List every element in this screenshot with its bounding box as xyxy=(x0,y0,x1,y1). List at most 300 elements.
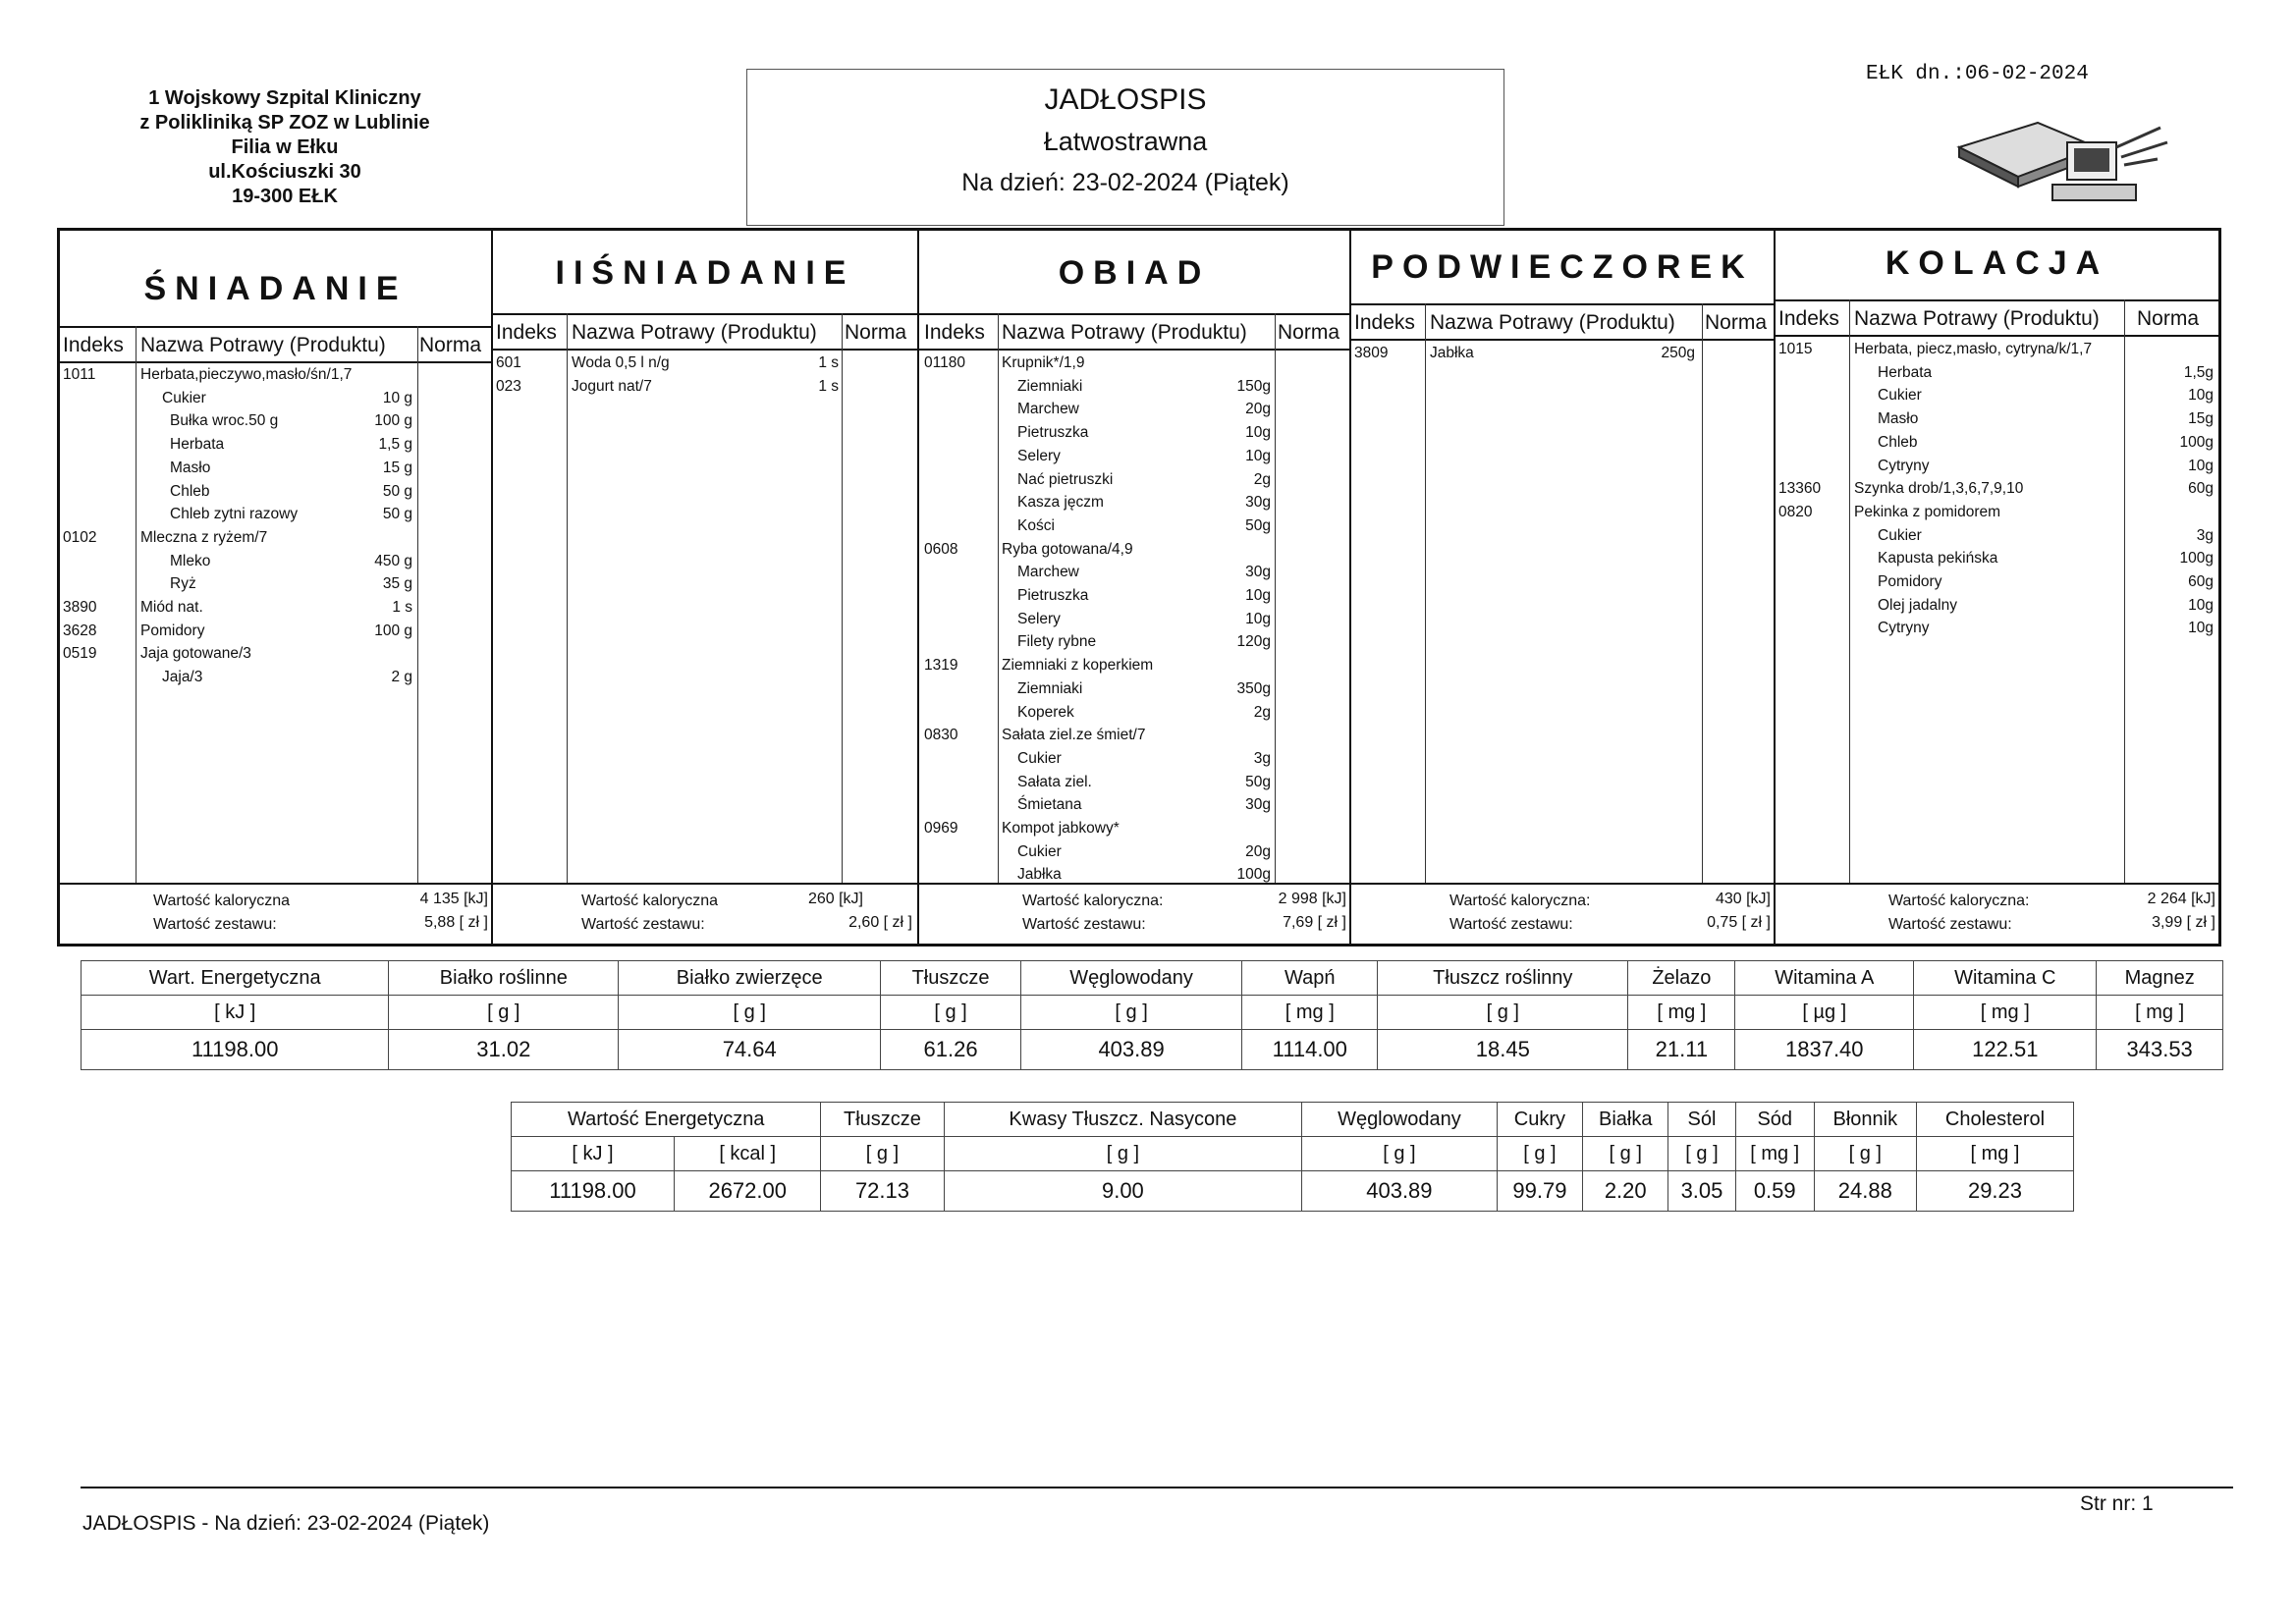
meal-title: OBIAD xyxy=(1058,254,1211,292)
kcal-value: 4 135 [kJ] xyxy=(419,891,488,907)
item-norm: 100g xyxy=(2179,550,2214,568)
nutrition-header: Wartość Energetyczna xyxy=(512,1103,821,1137)
item-name: Cukier xyxy=(162,389,206,406)
menu-item-row xyxy=(1776,527,2218,551)
nutrition-value: 403.89 xyxy=(1020,1030,1242,1070)
menu-item-row xyxy=(919,704,1349,728)
item-norm: 10 g xyxy=(382,389,412,406)
nutrition-unit: [ g ] xyxy=(821,1137,944,1171)
menu-item-row xyxy=(60,529,491,553)
menu-item-row xyxy=(919,517,1349,541)
nutrition-unit: [ mg ] xyxy=(1242,996,1378,1030)
item-norm: 150g xyxy=(1236,377,1271,395)
title-box xyxy=(746,69,1504,226)
item-norm: 15g xyxy=(2188,410,2214,428)
nutrition-unit: [ kJ ] xyxy=(512,1137,675,1171)
menu-date: Na dzień: 23-02-2024 (Piątek) xyxy=(961,169,1289,196)
header-index: Indeks xyxy=(496,321,557,344)
item-norm: 35 g xyxy=(382,575,412,593)
menu-item-row xyxy=(60,460,491,483)
menu-item-row xyxy=(919,796,1349,820)
nutrition-value-row xyxy=(82,1030,2223,1070)
item-norm: 30g xyxy=(1245,796,1271,814)
nutrition-header: Sód xyxy=(1735,1103,1814,1137)
item-name: Pomidory xyxy=(140,622,205,639)
nutrition-header: Witamina C xyxy=(1914,961,2097,996)
nutrition-header: Węglowodany xyxy=(1020,961,1242,996)
meal-title: KOLACJA xyxy=(1885,244,2109,282)
item-name: Ryba gotowana/4,9 xyxy=(1002,540,1133,558)
item-name: Cukier xyxy=(1878,526,1922,544)
item-name: Pietruszka xyxy=(1017,587,1089,604)
kcal-label: Wartość kaloryczna: xyxy=(1449,893,1591,909)
item-index: 0830 xyxy=(924,727,958,744)
column-header xyxy=(1776,299,2218,337)
nutrition-header: Wart. Energetyczna xyxy=(82,961,389,996)
nutrition-header: Tłuszcz roślinny xyxy=(1378,961,1628,996)
nutrition-value: 1837.40 xyxy=(1735,1030,1914,1070)
print-date: EŁK dn.:06-02-2024 xyxy=(1866,63,2089,85)
header-norm: Norma xyxy=(1705,311,1768,334)
nutrition-header: Tłuszcze xyxy=(821,1103,944,1137)
item-norm: 10g xyxy=(2188,596,2214,614)
column-header xyxy=(1351,303,1774,341)
menu-item-row xyxy=(1776,550,2218,573)
item-name: Pietruszka xyxy=(1017,424,1089,442)
nutrition-value: 122.51 xyxy=(1914,1030,2097,1070)
header-index: Indeks xyxy=(924,321,985,344)
item-norm: 350g xyxy=(1236,679,1271,697)
item-name: Sałata ziel. xyxy=(1017,773,1092,790)
item-norm: 50 g xyxy=(382,506,412,523)
item-name: Pekinka z pomidorem xyxy=(1854,503,2001,520)
item-index: 0969 xyxy=(924,820,958,837)
item-name: Olej jadalny xyxy=(1878,596,1957,614)
item-index: 0102 xyxy=(63,528,97,546)
menu-item-row xyxy=(919,611,1349,634)
item-norm: 1,5g xyxy=(2183,363,2214,381)
meal-summary xyxy=(1776,883,2218,944)
item-norm: 50g xyxy=(1245,773,1271,790)
item-name: Jogurt nat/7 xyxy=(572,377,652,395)
item-name: Cukier xyxy=(1017,842,1062,860)
item-norm: 2 g xyxy=(391,669,412,686)
kcal-label: Wartość kaloryczna xyxy=(581,893,718,909)
item-name: Cytryny xyxy=(1878,457,1930,474)
kcal-value: 260 [kJ] xyxy=(807,891,863,907)
header-index: Indeks xyxy=(1354,311,1415,334)
header-name: Nazwa Potrawy (Produktu) xyxy=(140,334,386,356)
nutrition-header: Żelazo xyxy=(1628,961,1735,996)
menu-item-row xyxy=(919,843,1349,867)
set-value: 0,75 [ zł ] xyxy=(1707,914,1771,931)
nutrition-header: Sól xyxy=(1668,1103,1736,1137)
menu-item-row xyxy=(919,424,1349,448)
nutrition-value: 31.02 xyxy=(389,1030,619,1070)
nutrition-unit: [ g ] xyxy=(1668,1137,1736,1171)
item-name: Ryż xyxy=(170,575,196,593)
kcal-label: Wartość kaloryczna: xyxy=(1888,893,2030,909)
nutrition-header: Wapń xyxy=(1242,961,1378,996)
item-name: Ziemniaki z koperkiem xyxy=(1002,657,1154,675)
nutrition-header: Kwasy Tłuszcz. Nasycone xyxy=(944,1103,1302,1137)
nutrition-value: 72.13 xyxy=(821,1171,944,1212)
column-header xyxy=(919,313,1349,351)
item-norm: 20g xyxy=(1245,401,1271,418)
menu-item-row xyxy=(919,657,1349,680)
item-norm: 15 g xyxy=(382,459,412,476)
kcal-value: 2 264 [kJ] xyxy=(2147,891,2215,907)
item-name: Cukier xyxy=(1878,387,1922,405)
kcal-value: 2 998 [kJ] xyxy=(1278,891,1346,907)
nutrition-value: 11198.00 xyxy=(512,1171,675,1212)
nutrition-header: Magnez xyxy=(2097,961,2223,996)
item-name: Selery xyxy=(1017,610,1061,627)
item-index: 3809 xyxy=(1354,345,1389,361)
nutrition-unit: [ mg ] xyxy=(1735,1137,1814,1171)
set-value: 3,99 [ zł ] xyxy=(2152,914,2215,931)
menu-item-row xyxy=(919,354,1349,378)
item-norm: 1 s xyxy=(392,599,412,616)
nutrition-unit: [ g ] xyxy=(1378,996,1628,1030)
item-name: Kości xyxy=(1017,516,1055,534)
item-norm: 250g xyxy=(1661,345,1695,361)
item-name: Masło xyxy=(170,459,211,476)
set-label: Wartość zestawu: xyxy=(581,916,705,933)
item-name: Jaja gotowane/3 xyxy=(140,645,251,663)
nutrition-header: Witamina A xyxy=(1735,961,1914,996)
nutrition-unit: [ mg ] xyxy=(1914,996,2097,1030)
item-name: Ziemniaki xyxy=(1017,679,1083,697)
nutrition-unit-row xyxy=(512,1137,2074,1171)
nutrition-unit: [ g ] xyxy=(1020,996,1242,1030)
meal-second-breakfast xyxy=(493,231,919,944)
menu-item-row xyxy=(919,448,1349,471)
item-name: Szynka drob/1,3,6,7,9,10 xyxy=(1854,480,2024,498)
menu-item-row xyxy=(1776,573,2218,597)
nutrition-unit: [ µg ] xyxy=(1735,996,1914,1030)
menu-item-row xyxy=(60,506,491,529)
menu-item-row xyxy=(919,378,1349,402)
item-norm: 1,5 g xyxy=(378,436,412,454)
menu-item-row xyxy=(919,633,1349,657)
item-norm: 1 s xyxy=(818,354,839,371)
footer-divider xyxy=(81,1487,2233,1488)
item-norm: 100g xyxy=(2179,433,2214,451)
set-label: Wartość zestawu: xyxy=(153,916,277,933)
item-norm: 3g xyxy=(1253,749,1271,767)
set-label: Wartość zestawu: xyxy=(1449,916,1573,933)
nutrition-value: 74.64 xyxy=(619,1030,881,1070)
menu-item-row xyxy=(60,412,491,436)
menu-item-row xyxy=(60,390,491,413)
set-value: 2,60 [ zł ] xyxy=(848,914,912,931)
item-index: 13360 xyxy=(1778,480,1822,498)
header-norm: Norma xyxy=(419,334,482,356)
menu-item-row xyxy=(919,774,1349,797)
nutrition-unit: [ g ] xyxy=(389,996,619,1030)
item-norm: 1 s xyxy=(818,377,839,395)
meal-title: IIŚNIADANIE xyxy=(555,254,855,292)
footer-text: JADŁOSPIS - Na dzień: 23-02-2024 (Piątek) xyxy=(82,1512,490,1535)
nutrition-unit: [ g ] xyxy=(619,996,881,1030)
item-norm: 10g xyxy=(1245,447,1271,464)
nutrition-header: Białka xyxy=(1583,1103,1668,1137)
menu-item-row xyxy=(1776,410,2218,434)
menu-item-row xyxy=(60,599,491,622)
hospital-address xyxy=(98,86,471,209)
item-norm: 30g xyxy=(1245,564,1271,581)
nutrition-unit: [ g ] xyxy=(944,1137,1302,1171)
nutrition-unit: [ kcal ] xyxy=(675,1137,821,1171)
item-norm: 100 g xyxy=(374,622,412,639)
item-name: Ziemniaki xyxy=(1017,377,1083,395)
nutrition-value: 343.53 xyxy=(2097,1030,2223,1070)
item-name: Kasza jęczm xyxy=(1017,494,1104,512)
nutrition-unit: [ g ] xyxy=(1497,1137,1583,1171)
menu-item-row xyxy=(919,494,1349,517)
meal-breakfast xyxy=(60,231,493,944)
menu-item-row xyxy=(1776,434,2218,458)
item-norm: 60g xyxy=(2188,573,2214,590)
item-name: Chleb xyxy=(170,482,210,500)
item-norm: 2g xyxy=(1253,703,1271,721)
nutrition-value: 3.05 xyxy=(1668,1171,1736,1212)
nutrition-unit: [ g ] xyxy=(1583,1137,1668,1171)
meal-title: ŚNIADANIE xyxy=(143,270,408,307)
item-name: Marchew xyxy=(1017,401,1079,418)
nutrition-value-row xyxy=(512,1171,2074,1212)
header-name: Nazwa Potrawy (Produktu) xyxy=(572,321,817,344)
hospital-line: ul.Kościuszki 30 xyxy=(208,161,361,183)
menu-item-row xyxy=(919,541,1349,565)
menu-item-row xyxy=(1776,504,2218,527)
menu-item-row xyxy=(60,483,491,507)
item-name: Mleko xyxy=(170,552,211,569)
menu-item-row xyxy=(60,669,491,692)
header-name: Nazwa Potrawy (Produktu) xyxy=(1002,321,1247,344)
header-name: Nazwa Potrawy (Produktu) xyxy=(1430,311,1675,334)
item-norm: 3g xyxy=(2196,526,2214,544)
column-header xyxy=(60,326,491,363)
menu-item-row xyxy=(919,727,1349,750)
menu-item-row xyxy=(919,680,1349,704)
nutrition-header: Białko roślinne xyxy=(389,961,619,996)
menu-item-row xyxy=(919,750,1349,774)
meal-lunch xyxy=(919,231,1351,944)
item-index: 1011 xyxy=(63,366,96,383)
kcal-label: Wartość kaloryczna: xyxy=(1022,893,1164,909)
item-name: Chleb xyxy=(1878,433,1918,451)
menu-item-row xyxy=(919,401,1349,424)
kcal-value: 430 [kJ] xyxy=(1715,891,1771,907)
meal-summary xyxy=(1351,883,1774,944)
nutrition-header: Błonnik xyxy=(1814,1103,1916,1137)
item-name: Bułka wroc.50 g xyxy=(170,412,279,430)
menu-item-row xyxy=(60,575,491,599)
nutrition-value: 11198.00 xyxy=(82,1030,389,1070)
item-name: Nać pietruszki xyxy=(1017,470,1114,488)
nutrition-value: 2672.00 xyxy=(675,1171,821,1212)
item-name: Śmietana xyxy=(1017,796,1082,814)
nutrition-unit: [ mg ] xyxy=(2097,996,2223,1030)
page-number: Str nr: 1 xyxy=(2080,1492,2154,1515)
diet-name: Łatwostrawna xyxy=(1043,127,1208,156)
hospital-line: z Polikliniką SP ZOZ w Lublinie xyxy=(139,112,430,134)
item-norm: 30g xyxy=(1245,494,1271,512)
hospital-line: 19-300 EŁK xyxy=(232,186,338,207)
menu-item-row xyxy=(493,354,917,378)
nutrition-value: 1114.00 xyxy=(1242,1030,1378,1070)
meal-title: PODWIECZOREK xyxy=(1371,248,1754,286)
item-name: Masło xyxy=(1878,410,1919,428)
item-norm: 10g xyxy=(2188,457,2214,474)
header-norm: Norma xyxy=(845,321,907,344)
item-norm: 100g xyxy=(1236,866,1271,884)
header-index: Indeks xyxy=(63,334,124,356)
nutrition-unit-row xyxy=(82,996,2223,1030)
item-norm: 50g xyxy=(1245,516,1271,534)
meal-summary xyxy=(493,883,917,944)
nutrition-value: 21.11 xyxy=(1628,1030,1735,1070)
set-value: 7,69 [ zł ] xyxy=(1283,914,1346,931)
hospital-line: 1 Wojskowy Szpital Kliniczny xyxy=(148,87,421,109)
item-index: 1015 xyxy=(1778,341,1813,357)
item-name: Woda 0,5 l n/g xyxy=(572,354,670,371)
menu-item-row xyxy=(1776,341,2218,364)
column-header xyxy=(493,313,917,351)
book-computer-logo xyxy=(1949,108,2175,206)
item-norm: 20g xyxy=(1245,842,1271,860)
menu-item-row xyxy=(1776,458,2218,481)
item-name: Kompot jabkowy* xyxy=(1002,820,1120,837)
item-name: Koperek xyxy=(1017,703,1074,721)
item-norm: 450 g xyxy=(374,552,412,569)
item-name: Miód nat. xyxy=(140,599,203,616)
nutrition-unit: [ mg ] xyxy=(1628,996,1735,1030)
meal-summary xyxy=(919,883,1349,944)
menu-item-row xyxy=(1776,387,2218,410)
header-index: Indeks xyxy=(1778,307,1839,330)
header-norm: Norma xyxy=(1278,321,1340,344)
nutrition-header: Cholesterol xyxy=(1916,1103,2073,1137)
nutrition-value: 29.23 xyxy=(1916,1171,2073,1212)
nutrition-value: 61.26 xyxy=(881,1030,1020,1070)
nutrition-value: 403.89 xyxy=(1302,1171,1497,1212)
meal-plan-grid xyxy=(57,228,2221,947)
item-name: Jabłka xyxy=(1430,345,1474,361)
menu-item-row xyxy=(919,564,1349,587)
item-norm: 10g xyxy=(1245,424,1271,442)
menu-item-row xyxy=(493,378,917,402)
menu-item-row xyxy=(919,471,1349,495)
item-norm: 60g xyxy=(2188,480,2214,498)
nutrition-value: 99.79 xyxy=(1497,1171,1583,1212)
nutrition-summary-table xyxy=(81,960,2223,1070)
item-name: Pomidory xyxy=(1878,573,1942,590)
menu-item-row xyxy=(1776,364,2218,388)
nutrition-header-row xyxy=(512,1103,2074,1137)
item-index: 023 xyxy=(496,377,521,395)
item-index: 0820 xyxy=(1778,503,1813,520)
item-name: Filety rybne xyxy=(1017,633,1097,651)
menu-item-row xyxy=(1776,480,2218,504)
item-name: Herbata xyxy=(170,436,225,454)
item-norm: 100 g xyxy=(374,412,412,430)
item-name: Selery xyxy=(1017,447,1061,464)
item-index: 3890 xyxy=(63,599,97,616)
item-index: 0608 xyxy=(924,540,958,558)
menu-item-row xyxy=(60,645,491,669)
nutrition-value: 18.45 xyxy=(1378,1030,1628,1070)
meal-dinner xyxy=(1776,231,2218,944)
item-name: Jabłka xyxy=(1017,866,1062,884)
item-name: Sałata ziel.ze śmiet/7 xyxy=(1002,727,1146,744)
meal-afternoon-snack xyxy=(1351,231,1776,944)
nutrition-unit: [ g ] xyxy=(1814,1137,1916,1171)
menu-item-row xyxy=(60,366,491,390)
nutrition-header-row xyxy=(82,961,2223,996)
meal-summary xyxy=(60,883,491,944)
item-name: Jaja/3 xyxy=(162,669,203,686)
menu-item-row xyxy=(1776,597,2218,621)
item-name: Chleb zytni razowy xyxy=(170,506,299,523)
item-norm: 10g xyxy=(1245,587,1271,604)
item-norm: 10g xyxy=(2188,620,2214,637)
nutrition-header: Białko zwierzęce xyxy=(619,961,881,996)
item-name: Herbata, piecz,masło, cytryna/k/1,7 xyxy=(1854,341,2093,357)
item-name: Herbata,pieczywo,masło/śn/1,7 xyxy=(140,366,353,383)
menu-item-row xyxy=(919,587,1349,611)
nutrition-value: 9.00 xyxy=(944,1171,1302,1212)
nutrition-value: 0.59 xyxy=(1735,1171,1814,1212)
item-name: Cytryny xyxy=(1878,620,1930,637)
menu-item-row xyxy=(1351,345,1774,368)
nutrition-header: Cukry xyxy=(1497,1103,1583,1137)
item-norm: 10g xyxy=(1245,610,1271,627)
menu-item-row xyxy=(1776,620,2218,643)
item-index: 0519 xyxy=(63,645,97,663)
item-norm: 120g xyxy=(1236,633,1271,651)
document-title: JADŁOSPIS xyxy=(1044,83,1207,116)
menu-item-row xyxy=(919,820,1349,843)
item-index: 3628 xyxy=(63,622,97,639)
hospital-line: Filia w Ełku xyxy=(231,136,339,158)
menu-item-row xyxy=(60,436,491,460)
set-label: Wartość zestawu: xyxy=(1888,916,2012,933)
nutrition-header: Węglowodany xyxy=(1302,1103,1497,1137)
nutrition-value: 24.88 xyxy=(1814,1171,1916,1212)
item-name: Cukier xyxy=(1017,749,1062,767)
set-value: 5,88 [ zł ] xyxy=(424,914,488,931)
nutrition-unit: [ kJ ] xyxy=(82,996,389,1030)
kcal-label: Wartość kaloryczna xyxy=(153,893,290,909)
header-name: Nazwa Potrawy (Produktu) xyxy=(1854,307,2100,330)
item-norm: 10g xyxy=(2188,387,2214,405)
item-norm: 2g xyxy=(1253,470,1271,488)
item-name: Krupnik*/1,9 xyxy=(1002,354,1085,371)
item-index: 01180 xyxy=(924,354,965,371)
header-norm: Norma xyxy=(2137,307,2200,330)
nutrition-header: Tłuszcze xyxy=(881,961,1020,996)
item-name: Mleczna z ryżem/7 xyxy=(140,528,268,546)
item-name: Kapusta pekińska xyxy=(1878,550,1998,568)
set-label: Wartość zestawu: xyxy=(1022,916,1146,933)
item-norm: 50 g xyxy=(382,482,412,500)
menu-item-row xyxy=(60,622,491,646)
item-index: 601 xyxy=(496,354,521,371)
item-index: 1319 xyxy=(924,657,958,675)
